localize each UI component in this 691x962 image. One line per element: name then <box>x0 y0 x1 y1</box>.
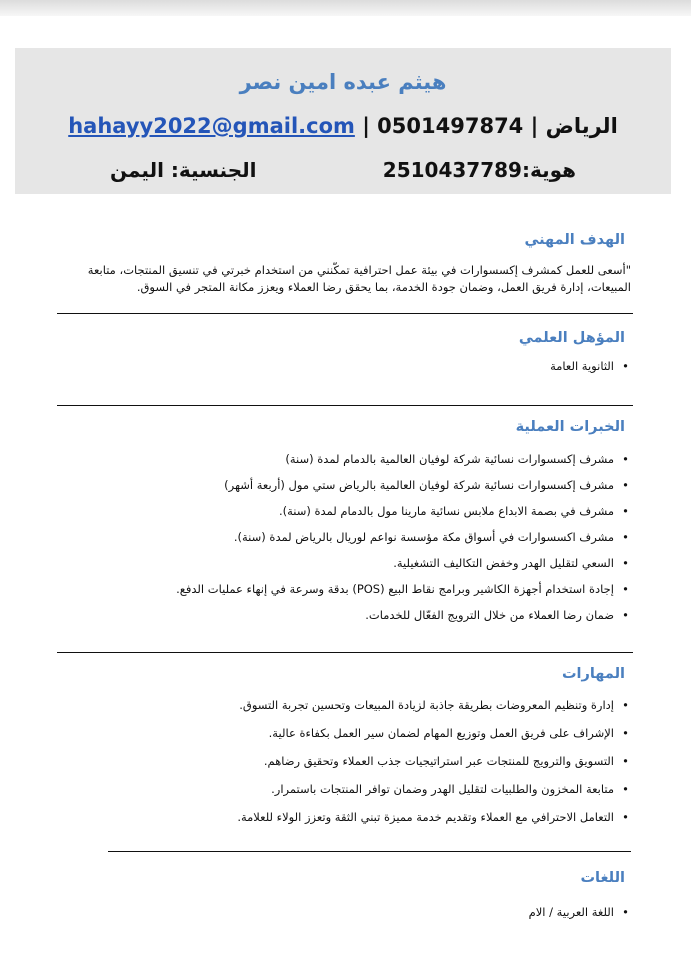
cv-page <box>0 18 691 962</box>
list-item: •إدارة وتنظيم المعروضات بطريقة جاذبة لزيادة المبيعات وتحسين تجربة التسوق. <box>239 698 629 712</box>
list-item: •التعامل الاحترافي مع العملاء وتقديم خدمة مميزة تبني الثقة وتعزز الولاء للعلامة. <box>237 810 629 824</box>
list-item: •السعي لتقليل الهدر وخفض التكاليف التشغيلية. <box>393 556 629 570</box>
list-item: •مشرف في بصمة الابداع ملابس نسائية مارينا مول بالدمام لمدة (سنة). <box>278 504 629 518</box>
email-link[interactable]: hahayy2022@gmail.com <box>68 114 355 138</box>
separator: | <box>530 114 539 138</box>
applicant-name: هيثم عبده امين نصر <box>239 70 447 94</box>
skills-title: المهارات <box>561 666 625 682</box>
education-title: المؤهل العلمي <box>518 330 625 346</box>
list-item: •التسويق والترويج للمنتجات عبر استراتيجيات جذب العملاء وتحقيق رضاهم. <box>263 754 629 768</box>
list-item: •مشرف إكسسوارات نسائية شركة لوفيان العالمية بالدمام لمدة (سنة) <box>285 452 629 466</box>
objective-title: الهدف المهني <box>524 232 625 248</box>
window-top-shadow <box>0 0 691 16</box>
objective-text: "أسعى للعمل كمشرف إكسسوارات في بيئة عمل احترافية تمكّنني من استخدام خبرتي في تنسيق المنتجات، متابعة المبيعات، إدارة فريق العمل، وضمان جودة الخدمة، بما يحقق رضا العملاء ويعزز مكانة المتجر في السوق. <box>87 263 631 294</box>
separator: | <box>362 114 370 138</box>
section-divider <box>57 313 633 314</box>
languages-title: اللغات <box>580 870 625 886</box>
contact-line <box>15 114 671 138</box>
list-item: •ضمان رضا العملاء من خلال الترويج الفعّال للخدمات. <box>365 608 629 622</box>
list-item: •مشرف اكسسوارات في أسواق مكة مؤسسة نواعم لوريال بالرياض لمدة (سنة). <box>233 530 629 544</box>
section-divider <box>57 652 633 653</box>
list-item: •اللغة العربية / الام <box>528 905 629 919</box>
id-number: هوية:2510437789 <box>382 158 576 182</box>
cv-header <box>15 48 671 194</box>
city: الرياض <box>545 114 618 138</box>
phone-number: 0501497874 <box>377 114 524 138</box>
list-item: •مشرف إكسسوارات نسائية شركة لوفيان العالمية بالرياض ستي مول (أربعة أشهر) <box>224 478 629 492</box>
section-divider <box>57 405 633 406</box>
section-divider <box>108 851 631 852</box>
list-item: •متابعة المخزون والطلبيات لتقليل الهدر وضمان توافر المنتجات باستمرار. <box>271 782 629 796</box>
nationality: الجنسية: اليمن <box>110 158 257 182</box>
id-nationality-line <box>15 158 671 186</box>
list-item: •الثانوية العامة <box>550 359 629 373</box>
experience-title: الخبرات العملية <box>515 419 625 435</box>
list-item: •إجادة استخدام أجهزة الكاشير وبرامج نقاط البيع (POS) بدقة وسرعة في إنهاء عمليات الدفع. <box>176 582 629 596</box>
list-item: •الإشراف على فريق العمل وتوزيع المهام لضمان سير العمل بكفاءة عالية. <box>268 726 629 740</box>
